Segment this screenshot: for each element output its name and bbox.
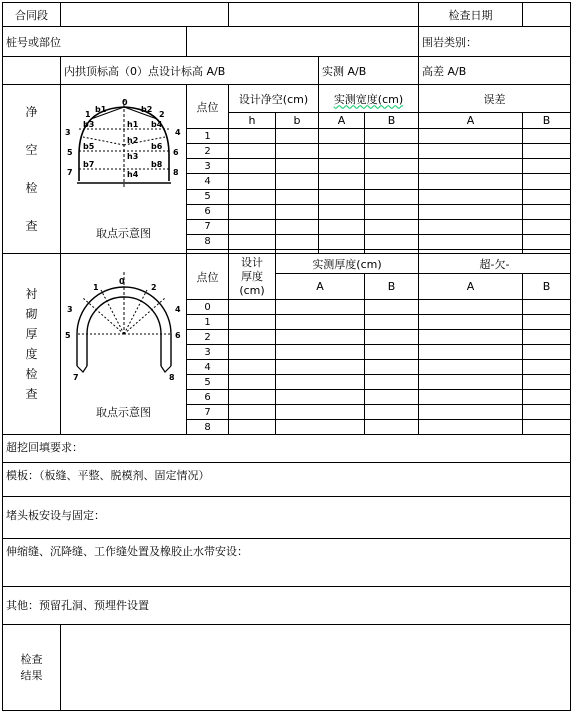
cell[interactable] xyxy=(419,405,523,420)
clearance-sub-b2: B xyxy=(365,113,419,129)
clearance-sub-err-b: B xyxy=(523,113,571,129)
cell[interactable] xyxy=(365,174,419,189)
diag-b6: b6 xyxy=(151,142,163,151)
clearance-section-title xyxy=(3,85,61,254)
diag-b7: b7 xyxy=(83,160,95,169)
elevation-diff-label: 高差 A/B xyxy=(419,57,571,85)
cell[interactable] xyxy=(319,234,365,249)
cell[interactable] xyxy=(365,189,419,204)
cell[interactable] xyxy=(229,234,276,249)
lining-point-2: 2 xyxy=(151,283,157,292)
cell[interactable] xyxy=(365,129,419,144)
clearance-point: 5 xyxy=(187,189,229,204)
cell[interactable] xyxy=(419,219,523,234)
rock-class-label: 围岩类别： xyxy=(419,27,571,57)
cell[interactable] xyxy=(419,315,523,330)
project-field[interactable] xyxy=(229,3,419,27)
clearance-sub-err-a: A xyxy=(419,113,523,129)
lining-sub-b2: B xyxy=(523,274,571,300)
lining-diagram xyxy=(61,254,187,435)
title-char: 衬 xyxy=(25,287,38,301)
cell[interactable] xyxy=(523,375,571,390)
cell[interactable] xyxy=(229,405,276,420)
diag-point-6: 6 xyxy=(173,148,179,157)
cell[interactable] xyxy=(365,375,419,390)
cell[interactable] xyxy=(365,219,419,234)
cell[interactable] xyxy=(276,159,319,174)
title-char: 检 xyxy=(25,367,38,381)
cell[interactable] xyxy=(319,189,365,204)
lining-point-8: 8 xyxy=(169,373,175,382)
lining-point-header: 点位 xyxy=(187,254,229,300)
cell[interactable] xyxy=(523,234,571,249)
elevation-measured-label: 实测 A/B xyxy=(319,57,419,85)
lining-section-title xyxy=(3,254,61,435)
cell[interactable] xyxy=(229,360,276,375)
cell[interactable] xyxy=(229,159,276,174)
elevation-design-label: 内拱顶标高（0）点设计标高 A/B xyxy=(61,57,319,85)
cell[interactable] xyxy=(319,219,365,234)
cell[interactable] xyxy=(523,420,571,435)
blank-cell xyxy=(3,57,61,85)
cell[interactable] xyxy=(276,330,365,345)
cell[interactable] xyxy=(523,315,571,330)
lining-point: 1 xyxy=(187,315,229,330)
diag-point-0: 0 xyxy=(122,98,128,107)
cell[interactable] xyxy=(365,360,419,375)
cell[interactable] xyxy=(229,129,276,144)
lining-measured-header: 实测厚度(cm) xyxy=(276,254,419,274)
clearance-error-header: 误差 xyxy=(419,85,571,113)
cell[interactable] xyxy=(229,204,276,219)
station-label: 桩号或部位 xyxy=(3,27,187,57)
lining-point: 3 xyxy=(187,345,229,360)
diag-point-3: 3 xyxy=(65,128,71,137)
cell[interactable] xyxy=(523,129,571,144)
date-field[interactable] xyxy=(523,3,571,27)
cell[interactable] xyxy=(276,405,365,420)
cell[interactable] xyxy=(365,345,419,360)
clearance-point: 1 xyxy=(187,129,229,144)
cell[interactable] xyxy=(276,144,319,159)
clearance-measured-header: 实测宽度(cm) xyxy=(319,85,419,113)
title-char: 查 xyxy=(25,387,38,401)
lining-point-5: 5 xyxy=(65,331,71,340)
diag-b5: b5 xyxy=(83,142,95,151)
cell[interactable] xyxy=(419,360,523,375)
cell[interactable] xyxy=(276,375,365,390)
lining-point: 5 xyxy=(187,375,229,390)
backfill-requirement[interactable]: 超挖回填要求： xyxy=(3,435,571,463)
cell[interactable] xyxy=(276,345,365,360)
cell[interactable] xyxy=(229,219,276,234)
cell[interactable] xyxy=(276,315,365,330)
cell[interactable] xyxy=(229,144,276,159)
cell[interactable] xyxy=(365,234,419,249)
cell[interactable] xyxy=(523,300,571,315)
cell[interactable] xyxy=(229,390,276,405)
cell[interactable] xyxy=(276,360,365,375)
title-char: 空 xyxy=(25,143,38,157)
inspection-form xyxy=(2,2,551,711)
cell[interactable] xyxy=(276,189,319,204)
cell[interactable] xyxy=(276,390,365,405)
cell[interactable] xyxy=(523,189,571,204)
diag-b2: b2 xyxy=(141,105,153,114)
cell[interactable] xyxy=(419,174,523,189)
cell[interactable] xyxy=(523,144,571,159)
formwork-note[interactable]: 模板：（板缝、平整、脱模剂、固定情况） xyxy=(3,463,571,497)
lining-point: 4 xyxy=(187,360,229,375)
cell[interactable] xyxy=(365,405,419,420)
title-char: 查 xyxy=(25,219,38,233)
result-field[interactable] xyxy=(61,625,571,711)
bulkhead-note[interactable]: 堵头板安设与固定： xyxy=(3,497,571,539)
diag-b1: b1 xyxy=(95,105,107,114)
lining-sub-b: B xyxy=(365,274,419,300)
cell[interactable] xyxy=(319,159,365,174)
clearance-point: 4 xyxy=(187,174,229,189)
title-char: 度 xyxy=(25,347,38,361)
cell[interactable] xyxy=(365,159,419,174)
diag-point-7: 7 xyxy=(67,168,73,177)
cell[interactable] xyxy=(319,129,365,144)
clearance-point: 3 xyxy=(187,159,229,174)
clearance-diagram-svg xyxy=(61,85,187,225)
title-char: 砌 xyxy=(25,307,38,321)
clearance-design-header: 设计净空(cm) xyxy=(229,85,319,113)
cell[interactable] xyxy=(523,405,571,420)
section-field[interactable] xyxy=(61,3,229,27)
lining-diagram-svg xyxy=(61,254,187,404)
lining-point: 8 xyxy=(187,420,229,435)
lining-diagram-caption: 取点示意图 xyxy=(96,406,151,419)
diag-point-5: 5 xyxy=(67,148,73,157)
result-label-line: 结果 xyxy=(20,668,43,682)
cell[interactable] xyxy=(419,189,523,204)
lining-design-header xyxy=(229,254,276,300)
clearance-sub-h: h xyxy=(229,113,276,129)
cell[interactable] xyxy=(365,144,419,159)
joints-note[interactable]: 伸缩缝、沉降缝、工作缝处置及橡胶止水带安设： xyxy=(3,539,571,587)
cell[interactable] xyxy=(229,189,276,204)
diag-h3: h3 xyxy=(127,152,139,161)
lining-point: 0 xyxy=(187,300,229,315)
diag-b3: b3 xyxy=(83,120,95,129)
lining-point-0: 0 xyxy=(119,277,125,286)
cell[interactable] xyxy=(523,174,571,189)
cell[interactable] xyxy=(523,345,571,360)
cell[interactable] xyxy=(276,129,319,144)
cell[interactable] xyxy=(276,174,319,189)
lining-point-7: 7 xyxy=(73,373,79,382)
form-table xyxy=(2,2,571,711)
clearance-point: 2 xyxy=(187,144,229,159)
diag-b8: b8 xyxy=(151,160,163,169)
lining-point: 2 xyxy=(187,330,229,345)
clearance-sub-a: A xyxy=(319,113,365,129)
clearance-diagram-caption: 取点示意图 xyxy=(96,227,151,240)
cell[interactable] xyxy=(365,315,419,330)
cell[interactable] xyxy=(365,300,419,315)
cell[interactable] xyxy=(419,345,523,360)
cell[interactable] xyxy=(229,174,276,189)
diag-point-2: 2 xyxy=(159,110,165,119)
cell[interactable] xyxy=(523,204,571,219)
cell[interactable] xyxy=(229,330,276,345)
title-char: 检 xyxy=(25,181,38,195)
cell[interactable] xyxy=(319,144,365,159)
diag-point-4: 4 xyxy=(175,128,181,137)
cell[interactable] xyxy=(276,234,319,249)
lining-point: 6 xyxy=(187,390,229,405)
result-label xyxy=(3,625,61,711)
cell[interactable] xyxy=(365,330,419,345)
cell[interactable] xyxy=(229,315,276,330)
diag-point-8: 8 xyxy=(173,168,179,177)
clearance-point-header: 点位 xyxy=(187,85,229,129)
cell[interactable] xyxy=(419,129,523,144)
lining-point-6: 6 xyxy=(175,331,181,340)
cell[interactable] xyxy=(419,375,523,390)
cell[interactable] xyxy=(523,330,571,345)
cell[interactable] xyxy=(523,360,571,375)
cell[interactable] xyxy=(229,375,276,390)
date-label: 检查日期 xyxy=(419,3,523,27)
diag-point-1: 1 xyxy=(85,110,91,119)
diag-h4: h4 xyxy=(127,170,139,179)
cell[interactable] xyxy=(276,300,365,315)
cell[interactable] xyxy=(319,174,365,189)
lining-point-4: 4 xyxy=(175,305,181,314)
diag-h2: h2 xyxy=(127,136,139,145)
title-char: 净 xyxy=(25,105,38,119)
cell[interactable] xyxy=(523,390,571,405)
cell[interactable] xyxy=(419,234,523,249)
result-label-line: 检查 xyxy=(20,652,43,666)
cell[interactable] xyxy=(319,204,365,219)
lining-design-line: 设计 xyxy=(241,255,263,269)
cell[interactable] xyxy=(419,390,523,405)
cell[interactable] xyxy=(229,420,276,435)
clearance-point: 8 xyxy=(187,234,229,249)
cell[interactable] xyxy=(276,204,319,219)
cell[interactable] xyxy=(523,159,571,174)
clearance-point: 7 xyxy=(187,219,229,234)
cell[interactable] xyxy=(419,144,523,159)
lining-design-line: (cm) xyxy=(239,283,265,297)
cell[interactable] xyxy=(419,159,523,174)
clearance-point: 6 xyxy=(187,204,229,219)
cell[interactable] xyxy=(276,420,365,435)
cell[interactable] xyxy=(276,219,319,234)
cell[interactable] xyxy=(419,420,523,435)
other-note[interactable]: 其他：预留孔洞、预埋件设置 xyxy=(3,587,571,625)
cell[interactable] xyxy=(419,204,523,219)
lining-overunder-header: 超-欠- xyxy=(419,254,571,274)
lining-point-1: 1 xyxy=(93,283,99,292)
section-label: 合同段 xyxy=(3,3,61,27)
clearance-sub-b: b xyxy=(276,113,319,129)
lining-point-3: 3 xyxy=(67,305,73,314)
diag-b4: b4 xyxy=(151,120,163,129)
lining-point: 7 xyxy=(187,405,229,420)
diag-h1: h1 xyxy=(127,120,139,129)
title-char: 厚 xyxy=(25,327,38,341)
station-field[interactable] xyxy=(187,27,419,57)
lining-design-line: 厚度 xyxy=(241,269,263,283)
cell[interactable] xyxy=(365,390,419,405)
cell[interactable] xyxy=(365,420,419,435)
cell[interactable] xyxy=(229,345,276,360)
lining-sub-a2: A xyxy=(419,274,523,300)
cell[interactable] xyxy=(229,300,276,315)
cell[interactable] xyxy=(523,219,571,234)
lining-sub-a: A xyxy=(276,274,365,300)
cell[interactable] xyxy=(419,330,523,345)
cell[interactable] xyxy=(365,204,419,219)
clearance-diagram xyxy=(61,85,187,254)
cell[interactable] xyxy=(419,300,523,315)
